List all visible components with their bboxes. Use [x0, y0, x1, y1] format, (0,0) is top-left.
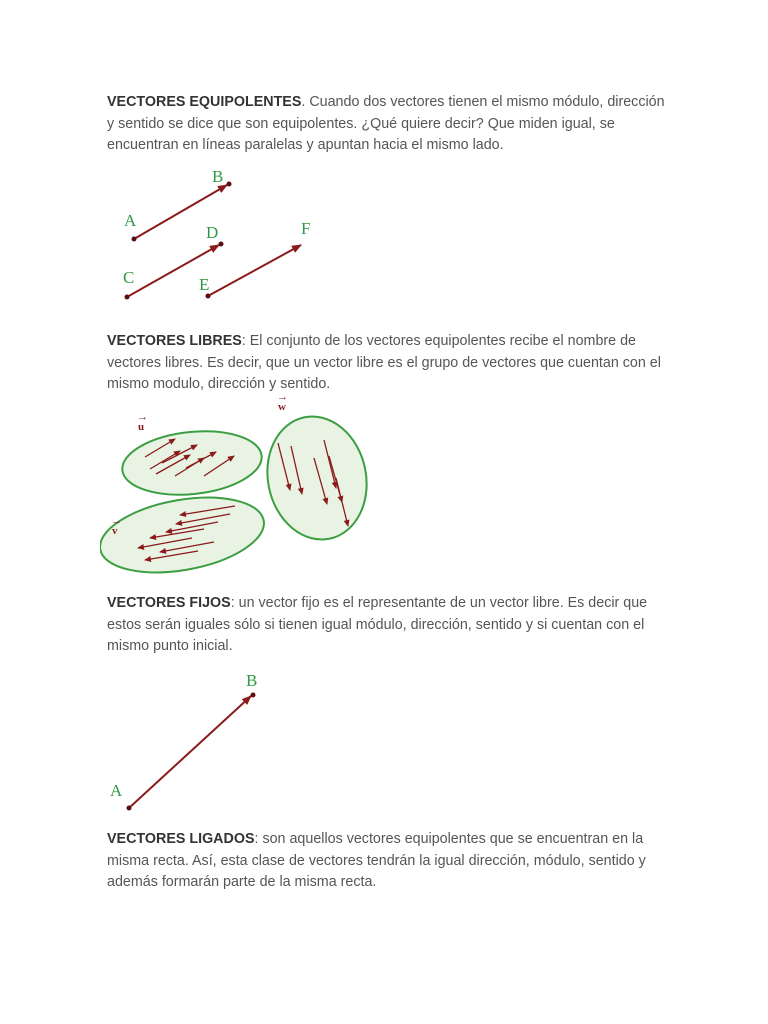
paragraph-fijos — [107, 593, 667, 658]
free-vectors-figure — [100, 390, 380, 585]
paragraph-libres — [107, 331, 667, 396]
fixed-vector-figure — [100, 665, 280, 820]
arrow-over-w-icon: → — [277, 391, 288, 403]
label-a-fixed: A — [110, 781, 123, 800]
point-a-fixed — [127, 806, 132, 811]
point-b — [227, 182, 232, 187]
heading-fijos: VECTORES FIJOS — [107, 595, 231, 611]
paragraph-ligados — [107, 829, 667, 894]
label-b: B — [212, 167, 224, 186]
point-e — [206, 294, 211, 299]
point-b-fixed — [251, 693, 256, 698]
label-a: A — [124, 211, 137, 230]
text-ligados: : son aquellos vectores equipolentes que se encuentran en la misma recta. Así, esta clase de vectores tendrán la igual dirección, módulo, sentido y además formarán parte de la misma recta. — [107, 831, 646, 890]
label-v: v — [112, 525, 118, 537]
label-w: w — [278, 401, 286, 413]
label-c: C — [123, 268, 135, 287]
point-a — [132, 237, 137, 242]
ellipse-w — [256, 407, 378, 549]
paragraph-equipolentes — [107, 92, 667, 157]
vector-ab-fixed — [129, 696, 251, 808]
heading-ligados: VECTORES LIGADOS — [107, 831, 255, 847]
point-c — [125, 295, 130, 300]
label-b-fixed: B — [246, 671, 258, 690]
label-d: D — [206, 223, 219, 242]
heading-equipolentes: VECTORES EQUIPOLENTES — [107, 94, 302, 110]
arrow-over-u-icon: → — [137, 411, 148, 423]
label-f: F — [301, 219, 311, 238]
equipolent-vectors-figure — [100, 160, 340, 310]
heading-libres: VECTORES LIBRES — [107, 333, 242, 349]
label-e: E — [199, 275, 210, 294]
text-libres: : El conjunto de los vectores equipolentes recibe el nombre de vectores libres. Es decir, que un vector libre es el grupo de vectores que cuentan con el mismo modulo, dirección y sentido. — [107, 333, 661, 392]
label-u: u — [138, 421, 145, 433]
ellipse-u — [119, 425, 265, 501]
text-equipolentes: . Cuando dos vectores tienen el mismo módulo, dirección y sentido se dice que son equipolentes. ¿Qué quiere decir? Que miden igual, se encuentran en líneas paralelas y apuntan hacia el mismo lado. — [107, 94, 665, 153]
point-d — [219, 242, 224, 247]
text-fijos: : un vector fijo es el representante de un vector libre. Es decir que estos serán iguales sólo si tienen igual módulo, dirección, sentido y si cuentan con el mismo punto inicial. — [107, 595, 648, 654]
ellipse-v — [100, 486, 270, 584]
vector-ef — [208, 245, 301, 296]
arrow-over-v-icon: → — [111, 515, 122, 527]
